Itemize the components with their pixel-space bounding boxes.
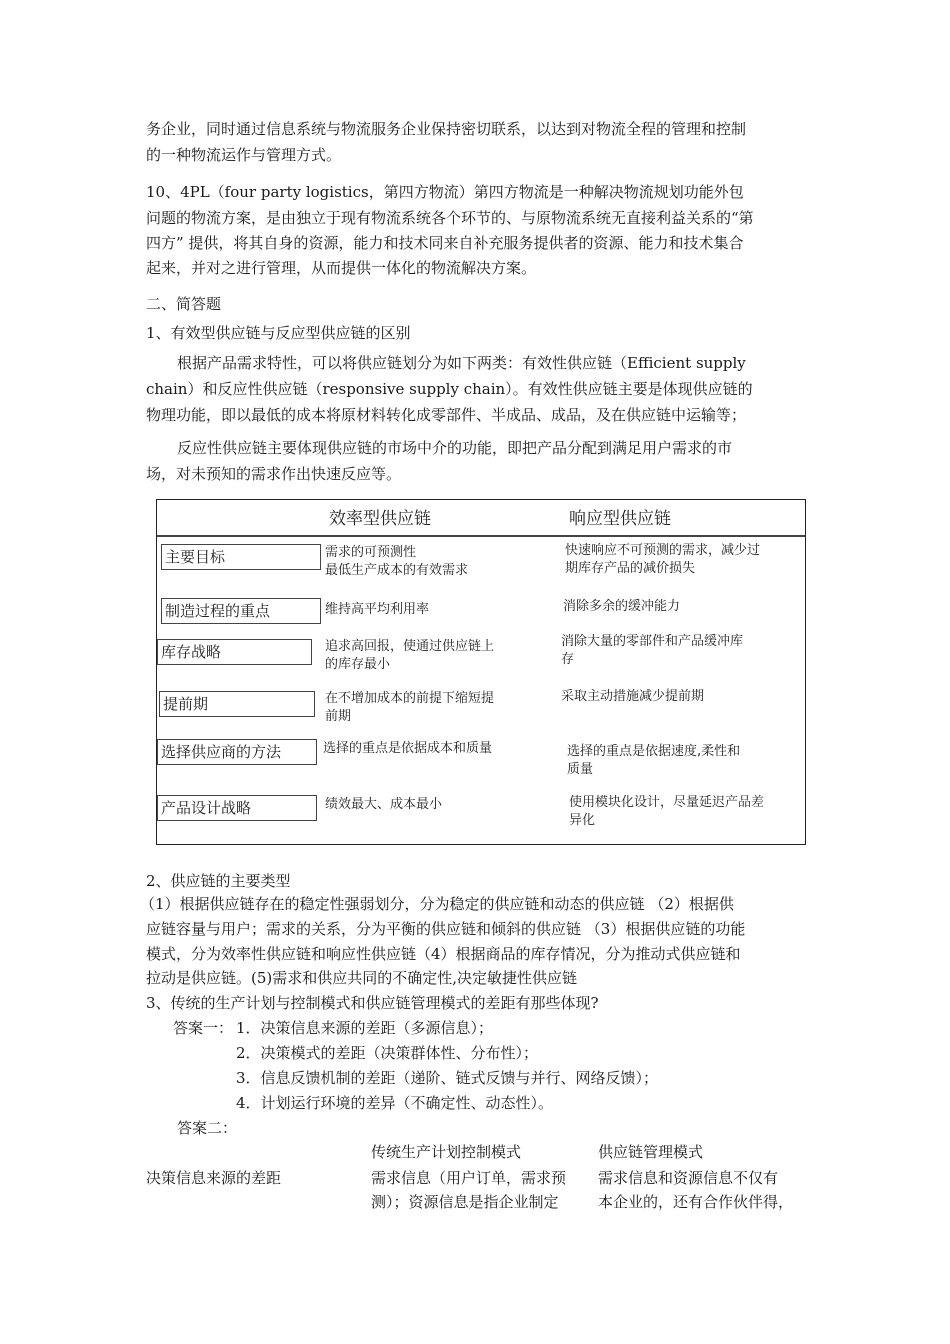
row-label: 产品设计战略	[157, 795, 317, 821]
intro-line: 务企业，同时通过信息系统与物流服务企业保持密切联系，以达到对物流全程的管理和控制	[146, 120, 747, 138]
row-cell-efficient: 追求高回报，使通过供应链上 的库存最小	[325, 639, 495, 672]
question-title: 3、传统的生产计划与控制模式和供应链管理模式的差距有那些体现?	[146, 994, 599, 1012]
answer2-header: 供应链管理模式	[598, 1143, 704, 1161]
item10-line: 问题的物流方案，是由独立于现有物流系统各个环节的、与原物流系统无直接利益关系的“第	[146, 209, 754, 227]
table-header-efficient: 效率型供应链	[329, 509, 431, 529]
answer2-cell: 本企业的，还有合作伙伴得，	[598, 1193, 794, 1211]
table-divider	[157, 535, 805, 537]
paragraph-line: 场，对未预知的需求作出快速反应等。	[146, 465, 402, 483]
answer-item: 4．计划运行环境的差异（不确定性、动态性）。	[236, 1094, 554, 1112]
answer-label: 答案一：	[173, 1019, 234, 1037]
table-header-responsive: 响应型供应链	[569, 509, 671, 529]
row-label: 制造过程的重点	[161, 598, 321, 624]
paragraph-line: 根据产品需求特性，可以将供应链划分为如下两类：有效性供应链（Efficient supply	[177, 354, 746, 372]
answer2-row-label: 决策信息来源的差距	[146, 1169, 282, 1187]
row-label: 库存战略	[157, 639, 312, 665]
item10-line: 四方” 提供，将其自身的资源，能力和技术同来自补充服务提供者的资源、能力和技术集合	[146, 234, 744, 252]
question-title: 2、供应链的主要类型	[146, 872, 291, 890]
question-title: 1、有效型供应链与反应型供应链的区别	[146, 324, 411, 342]
row-cell-responsive: 选择的重点是依据速度,柔性和 质量	[567, 744, 741, 777]
item10-line: 起来，并对之进行管理，从而提供一体化的物流解决方案。	[146, 259, 537, 277]
paragraph-line: 反应性供应链主要体现供应链的市场中介的功能，即把产品分配到满足用户需求的市	[177, 439, 733, 457]
paragraph-line: （1）根据供应链存在的稳定性强弱划分，分为稳定的供应链和动态的供应链 （2）根据供	[140, 895, 734, 913]
paragraph-line: 应链容量与用户；需求的关系，分为平衡的供应链和倾斜的供应链 （3）根据供应链的功能	[146, 920, 746, 938]
comparison-table	[156, 499, 806, 845]
paragraph-line: chain）和反应性供应链（responsive supply chain）。有效性供应链主要是体现供应链的	[146, 380, 753, 398]
row-cell-efficient: 需求的可预测性 最低生产成本的有效需求	[325, 545, 469, 578]
row-cell-efficient: 绩效最大、成本最小	[325, 797, 443, 812]
answer2-cell: 需求信息和资源信息不仅有	[598, 1169, 779, 1187]
answer-item: 3．信息反馈机制的差距（递阶、链式反馈与并行、网络反馈）；	[236, 1069, 659, 1087]
row-cell-responsive: 快速响应不可预测的需求，减少过 期库存产品的减价损失	[565, 543, 761, 576]
row-cell-efficient: 在不增加成本的前提下缩短提 前期	[325, 691, 495, 724]
answer2-cell: 需求信息（用户订单，需求预	[371, 1169, 567, 1187]
answer-item: 1．决策信息来源的差距（多源信息）；	[236, 1019, 494, 1037]
row-cell-responsive: 消除大量的零部件和产品缓冲库 存	[561, 634, 744, 667]
item10-line: 10、4PL（four party logistics，第四方物流）第四方物流是一种解决物流规划功能外包	[146, 183, 744, 201]
answer-item: 2．决策模式的差距（决策群体性、分布性）；	[236, 1044, 539, 1062]
row-label: 选择供应商的方法	[157, 739, 317, 765]
row-cell-efficient: 选择的重点是依据成本和质量	[323, 741, 493, 756]
section-heading: 二、简答题	[146, 295, 222, 313]
row-cell-responsive: 使用模块化设计，尽量延迟产品差 异化	[569, 795, 765, 828]
answer-label: 答案二：	[177, 1119, 238, 1137]
paragraph-line: 拉动是供应链。(5)需求和供应共同的不确定性,决定敏捷性供应链	[146, 969, 578, 987]
row-cell-responsive: 消除多余的缓冲能力	[563, 599, 681, 614]
row-label: 提前期	[159, 691, 315, 717]
row-cell-responsive: 采取主动措施减少提前期	[561, 689, 705, 704]
paragraph-line: 模式，分为效率性供应链和响应性供应链（4）根据商品的库存情况，分为推动式供应链和	[146, 945, 741, 963]
row-label: 主要目标	[161, 544, 321, 570]
row-cell-efficient: 维持高平均利用率	[325, 602, 430, 617]
answer2-cell: 测）；资源信息是指企业制定	[371, 1193, 559, 1211]
answer2-header: 传统生产计划控制模式	[371, 1143, 522, 1161]
intro-line: 的一种物流运作与管理方式。	[146, 146, 342, 164]
paragraph-line: 物理功能，即以最低的成本将原材料转化成零部件、半成品、成品，及在供应链中运输等；	[146, 406, 747, 424]
